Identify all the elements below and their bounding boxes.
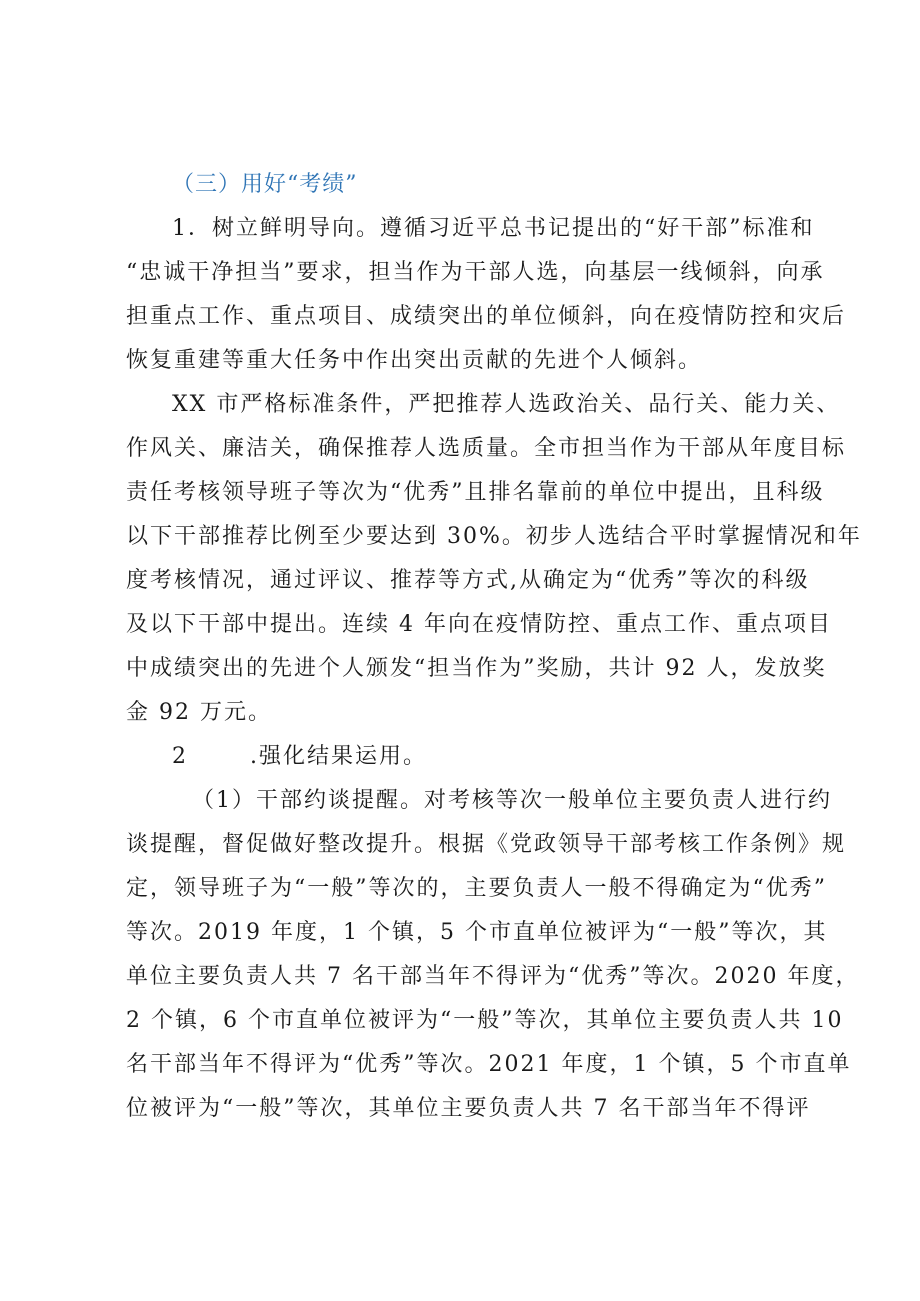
para2-line-1: XX 市严格标准条件，严把推荐人选政治关、品行关、能力关、 (172, 392, 841, 417)
para2-line-5: 度考核情况，通过评议、推荐等方式,从确定为“优秀”等次的科级 (126, 568, 810, 593)
section-heading: （三）用好“考绩” (172, 172, 358, 197)
para2-line-3: 责任考核领导班子等次为“优秀”且排名靠前的单位中提出，且科级 (126, 480, 825, 505)
para3-line-3: 定，领导班子为“一般”等次的，主要负责人一般不得确定为“优秀” (126, 876, 827, 901)
para2-line-2: 作风关、廉洁关，确保推荐人选质量。全市担当作为干部从年度目标 (126, 436, 847, 461)
para1-line-4: 恢复重建等重大任务中作出突出贡献的先进个人倾斜。 (126, 348, 703, 373)
para1-line-1: 1．树立鲜明导向。遵循习近平总书记提出的“好干部”标准和 (172, 216, 815, 241)
para3-line-5: 单位主要负责人共 7 名干部当年不得评为“优秀”等次。2020 年度， (126, 964, 860, 989)
para3-line-4: 等次。2019 年度，1 个镇，5 个市直单位被评为“一般”等次，其 (126, 920, 828, 945)
para2-line-4: 以下干部推荐比例至少要达到 30%。初步人选结合平时掌握情况和年 (126, 524, 862, 549)
para3-line-7: 名干部当年不得评为“优秀”等次。2021 年度，1 个镇，5 个市直单 (126, 1052, 852, 1077)
para2-line-6: 及以下干部中提出。连续 4 年向在疫情防控、重点工作、重点项目 (126, 612, 832, 637)
para3-line-1: （1）干部约谈提醒。对考核等次一般单位主要负责人进行约 (192, 788, 832, 813)
para3-line-8: 位被评为“一般”等次，其单位主要负责人共 7 名干部当年不得评 (126, 1096, 811, 1121)
para2-line-8: 金 92 万元。 (126, 700, 272, 725)
para3-line-6: 2 个镇，6 个市直单位被评为“一般”等次，其单位主要负责人共 10 (126, 1008, 844, 1033)
item2-title: .强化结果运用。 (250, 744, 427, 769)
para2-line-7: 中成绩突出的先进个人颁发“担当作为”奖励，共计 92 人，发放奖 (126, 656, 827, 681)
para3-line-2: 谈提醒，督促做好整改提升。根据《党政领导干部考核工作条例》规 (126, 832, 847, 857)
para1-line-3: 担重点工作、重点项目、成绩突出的单位倾斜，向在疫情防控和灾后 (126, 304, 847, 329)
item2-heading (172, 742, 427, 772)
para1-line-2: “忠诚干净担当”要求，担当作为干部人选，向基层一线倾斜，向承 (126, 260, 825, 285)
item2-number: 2 (172, 744, 188, 769)
